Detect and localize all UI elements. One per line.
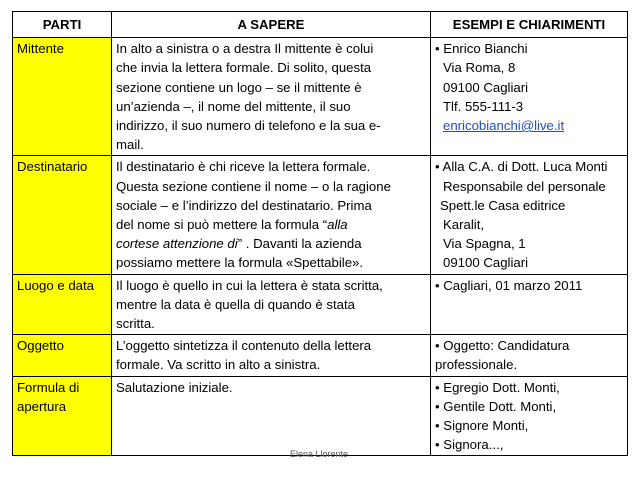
parte-cell [13, 376, 112, 456]
header-parti: PARTI [13, 12, 112, 38]
table-row [13, 38, 628, 156]
text-line: 09100 Cagliari [443, 255, 529, 271]
sapere-cell [112, 274, 431, 335]
text-fragment: ” . Davanti la azienda [237, 236, 362, 252]
text-line: scritta. [116, 316, 155, 332]
text-line: • Signora..., [435, 437, 504, 453]
table-row [13, 335, 628, 376]
text-line: • Signore Monti, [435, 418, 529, 434]
text-line: indirizzo, il suo numero di telefono e la sua e- [116, 118, 381, 134]
text-line: Tlf. 555-111-3 [443, 98, 524, 114]
parte-cell: Mittente [13, 38, 112, 156]
table-row [13, 376, 628, 456]
text-line [116, 215, 426, 234]
table-row [13, 274, 628, 335]
text-fragment: del nome si può mettere la formula “ [116, 217, 328, 233]
text-line: • Alla C.A. di Dott. Luca Monti [435, 159, 608, 175]
parte-cell: Destinatario [13, 156, 112, 274]
sapere-cell [112, 376, 431, 456]
esempi-cell [431, 156, 628, 274]
text-line: Formula di [17, 379, 80, 395]
sapere-cell [112, 335, 431, 376]
text-line: formale. Va scritto in alto a sinistra. [116, 357, 321, 373]
lettera-formale-table [12, 11, 628, 456]
text-line: Spett.le Casa editrice [440, 197, 566, 213]
text-line: sociale – e l’indirizzo del destinatario. Prima [116, 197, 372, 213]
text-line: 09100 Cagliari [443, 79, 529, 95]
table-row [13, 156, 628, 274]
text-line: che invia la lettera formale. Di solito, questa [116, 60, 372, 76]
esempi-cell [431, 376, 628, 456]
italic-text: cortese attenzione di [116, 236, 238, 252]
text-line: un’azienda –, il nome del mittente, il suo [116, 98, 351, 114]
text-line: apertura [17, 398, 67, 414]
text-line: In alto a sinistra o a destra Il mittente è colui [116, 41, 374, 57]
text-line: • Cagliari, 01 marzo 2011 [435, 277, 583, 293]
text-line: sezione contiene un logo – se il mittente è [116, 79, 362, 95]
text-line [116, 234, 426, 253]
text-line: mentre la data è quella di quando è stata [116, 296, 356, 312]
sapere-cell [112, 38, 431, 156]
parte-cell: Luogo e data [13, 274, 112, 335]
text-line: L’oggetto sintetizza il contenuto della lettera [116, 338, 372, 354]
text-line: Questa sezione contiene il nome – o la ragione [116, 178, 391, 194]
text-line: Il luogo è quello in cui la lettera è stata scritta, [116, 277, 383, 293]
esempi-cell [431, 38, 628, 156]
text-line: mail. [116, 137, 144, 153]
text-line: • Egregio Dott. Monti, [435, 379, 560, 395]
author-credit: Elena Llorente [289, 449, 349, 459]
italic-text: alla [327, 217, 348, 233]
text-line: Il destinatario è chi riceve la lettera formale. [116, 159, 371, 175]
header-a-sapere: A SAPERE [112, 12, 431, 38]
header-row [13, 12, 628, 38]
text-line: Salutazione iniziale. [116, 379, 233, 395]
parte-cell: Oggetto [13, 335, 112, 376]
email-link[interactable]: enricobianchi@live.it [443, 118, 565, 134]
text-line: professionale. [435, 357, 518, 373]
esempi-cell [431, 274, 628, 335]
text-line: Karalit, [443, 217, 485, 233]
esempi-cell [431, 335, 628, 376]
text-line: Via Roma, 8 [443, 60, 516, 76]
text-line: Via Spagna, 1 [443, 236, 526, 252]
text-line: • Gentile Dott. Monti, [435, 398, 557, 414]
text-line: • Enrico Bianchi [435, 41, 528, 57]
text-line: possiamo mettere la formula «Spettabile». [116, 255, 364, 271]
sapere-cell [112, 156, 431, 274]
header-esempi: ESEMPI E CHIARIMENTI [431, 12, 628, 38]
text-line: Responsabile del personale [443, 178, 606, 194]
text-line: • Oggetto: Candidatura [435, 338, 570, 354]
